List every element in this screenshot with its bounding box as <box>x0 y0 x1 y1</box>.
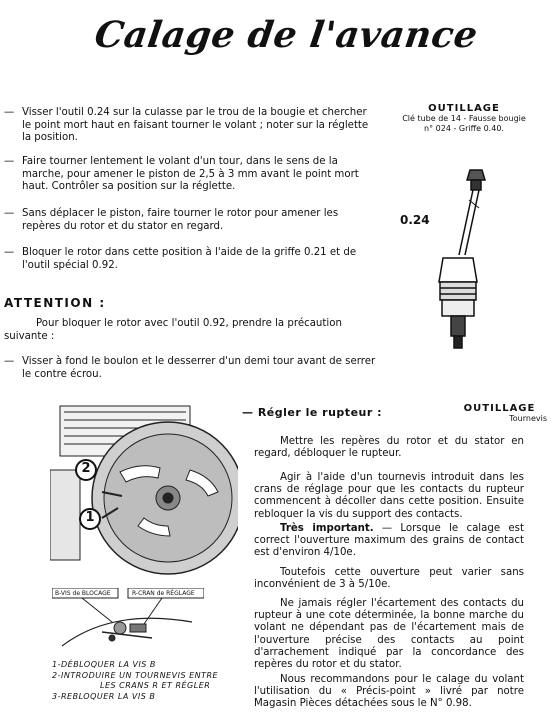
rupteur-tooling-heading: OUTILLAGE <box>463 403 536 414</box>
tooling-box <box>384 103 544 133</box>
rupteur-para-2: Agir à l'aide d'un tournevis introduit dans les crans de réglage pour que les contacts du rupteur commencent à décoller dans cette position. Ensuite rebloquer la vis du support des contacts. <box>254 472 524 520</box>
step-4-text: Bloquer le rotor dans cette position à l'aide de la griffe 0.21 et de l'outil spécial 0.92. <box>22 247 357 271</box>
rupteur-para-1: Mettre les repères du rotor et du stator en regard, débloquer le rupteur. <box>254 436 524 460</box>
rupteur-para-5: Ne jamais régler l'écartement des contacts du rupteur à une cote déterminée, la bonne marche du volant ne dépendant pas de l'écartement mais de l'ouverture précise des contacts au point d'arrachement indiqué par la concordance des repères du rotor et du stator. <box>254 598 524 671</box>
caption-2a: 2-INTRODUIRE UN TOURNEVIS ENTRE <box>52 671 219 680</box>
tooling-line-2: n° 024 - Griffe 0.40. <box>424 123 504 133</box>
important-text: — Lorsque le calage est correct l'ouverture maximum des grains de contact est d'environ 4/10e. <box>254 523 524 559</box>
attention-step-text: Visser à fond le boulon et le desserrer d'un demi tour avant de serrer le contre écrou. <box>22 356 376 380</box>
caption-1: 1-DÉBLOQUER LA VIS B <box>52 660 156 669</box>
rupteur-para-3 <box>254 523 524 560</box>
rupteur-tooling-box <box>452 403 547 424</box>
rupteur-para-6: Nous recommandons pour le calage du volant l'utilisation du « Précis-point » livré par notre Magasin Pièces détachées sous le N° 0.98. <box>254 674 524 710</box>
marker-1: 1 <box>85 510 95 525</box>
step-3: — Sans déplacer le piston, faire tourner le rotor pour amener les repères du rotor et du stator en regard. <box>4 208 376 233</box>
attention-step: — Visser à fond le boulon et le desserrer d'un demi tour avant de serrer le contre écrou. <box>4 356 376 380</box>
marker-2: 2 <box>81 461 91 476</box>
caption-3: 3-REBLOQUER LA VIS B <box>52 692 156 701</box>
step-1-text: Visser l'outil 0.24 sur la culasse par le trou de la bougie et chercher le point mort haut en faisant tourner le volant ; noter sur la réglette la position. <box>22 107 369 144</box>
flywheel-illustration <box>50 400 238 578</box>
step-2-text: Faire tourner lentement le volant d'un tour, dans le sens de la marche, pour amener le piston de 2,5 à 3 mm avant le point mort haut. Contrôler sa position sur la réglette. <box>22 156 359 193</box>
rupteur-tooling-item: Tournevis <box>509 414 547 423</box>
attention-heading: ATTENTION : <box>4 296 106 310</box>
important-label: Très important. <box>280 523 374 534</box>
label-blocking-screw: B-VIS de BLOCAGE <box>55 590 111 597</box>
step-1: — Visser l'outil 0.24 sur la culasse par le trou de la bougie et chercher le point mort haut en faisant tourner le volant ; noter sur la réglette la position. <box>4 107 376 145</box>
rupteur-heading: — Régler le rupteur : <box>242 406 383 419</box>
rupteur-para-4: Toutefois cette ouverture peut varier sans inconvénient de 3 à 5/10e. <box>254 567 524 591</box>
page-title: Calage de l'avance <box>92 14 481 56</box>
step-2: — Faire tourner lentement le volant d'un tour, dans le sens de la marche, pour amener le piston de 2,5 à 3 mm avant le point mort haut. Contrôler sa position sur la réglette. <box>4 156 376 194</box>
label-adjusting-notch: R-CRAN de RÉGLAGE <box>132 590 195 597</box>
caption-2b: LES CRANS R ET RÉGLER <box>100 681 211 690</box>
breaker-detail-illustration <box>52 588 204 654</box>
step-3-text: Sans déplacer le piston, faire tourner le rotor pour amener les repères du rotor et du stator en regard. <box>22 208 339 232</box>
tooling-line-1: Clé tube de 14 - Fausse bougie <box>402 114 526 123</box>
step-4: — Bloquer le rotor dans cette position à l'aide de la griffe 0.21 et de l'outil spécial 0.92. <box>4 247 376 272</box>
attention-intro: Pour bloquer le rotor avec l'outil 0.92, prendre la précaution suivante : <box>4 318 342 342</box>
tool-label: 0.24 <box>400 213 430 227</box>
tooling-heading: OUTILLAGE <box>428 103 500 114</box>
spark-plug-tool-illustration <box>425 160 505 355</box>
